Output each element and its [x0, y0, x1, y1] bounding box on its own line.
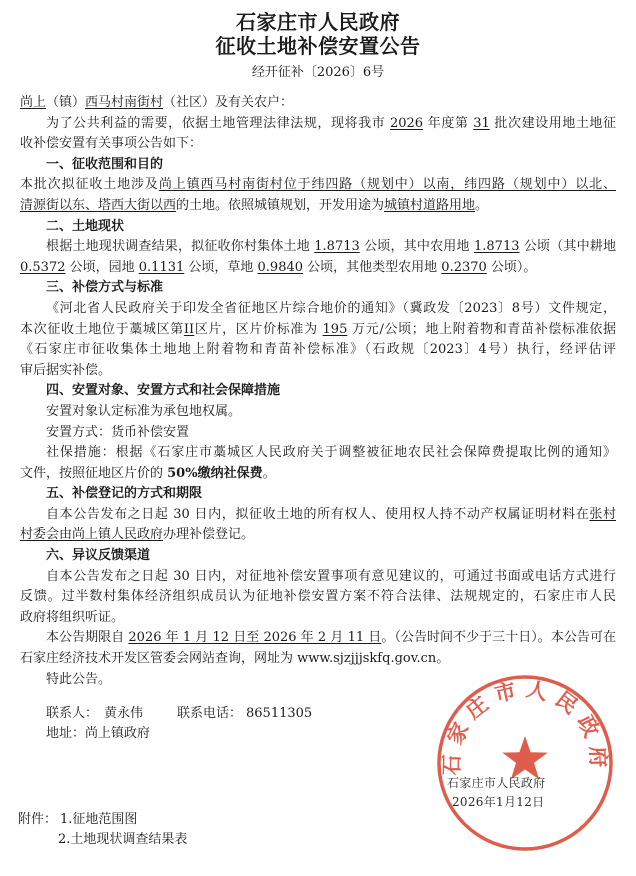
address-value: 尚上镇政府: [85, 726, 151, 741]
filled-blank-area: 0.1131: [138, 259, 185, 275]
seal-text: 石家庄市人民政府: [438, 675, 612, 776]
text-segment: 《河北省人民政府关于印发全省征地区片综合地价的通知》（冀政发〔2023〕8号）文件规定，: [46, 300, 616, 316]
notice-title: 征收土地补偿安置公告: [215, 34, 421, 58]
section-line: [20, 443, 616, 464]
text-segment: 公顷（其中耕地: [519, 239, 616, 255]
section-line: [20, 423, 616, 444]
text-segment: 。: [475, 197, 489, 213]
text-segment: 年度第: [423, 115, 474, 131]
website-url: www.sjzjjjskfq.gov.cn: [297, 651, 437, 667]
filled-blank-zone: II: [183, 321, 195, 337]
section-line: [20, 587, 616, 608]
section-line: [20, 505, 616, 526]
text-segment: 公顷，草地: [184, 259, 258, 275]
text-segment: 区片，区片价标准为: [194, 321, 323, 337]
filled-blank-period: 2026 年 1 月 12 日至 2026 年 2 月 11 日: [128, 630, 382, 646]
section-line: [20, 608, 616, 629]
text-segment: 的土地。依照城镇规划，开发用途为: [176, 197, 385, 213]
filled-blank-area: 1.8713: [474, 239, 520, 255]
section-heading-compensation: 三、补偿方式与标准: [46, 280, 164, 296]
contact-label: 联系人：: [46, 706, 99, 721]
filled-blank-area: 0.2370: [441, 259, 487, 275]
section-line: [20, 175, 616, 196]
attachment-item: 2.土地现状调查结果表: [58, 832, 188, 847]
filled-blank-area: 1.8713: [314, 239, 360, 255]
section-heading-scope: 一、征收范围和目的: [46, 156, 164, 172]
text-segment: 反馈。过半数村集体经济组织成员认为征地补偿安置方案不符合法律、法规规定的，石家庄市人民: [20, 589, 616, 605]
text-segment: 安置方式：货币补偿安置: [46, 424, 190, 440]
filled-blank-price: 195: [322, 321, 348, 337]
text-segment: 石家庄经济技术开发区管委会网站查询，网址为: [20, 651, 298, 667]
text-segment: 。: [262, 465, 276, 481]
section-line: [20, 299, 616, 320]
official-seal: [430, 668, 620, 858]
contact-row: [46, 704, 143, 724]
text-segment: 公顷）。: [486, 259, 537, 275]
filled-blank-scope: 清源街以东、塔西大街以西: [20, 197, 177, 213]
intro-line: [20, 114, 616, 135]
text-segment: 本公告期限自: [46, 630, 129, 646]
text-segment: 批次建设用地土地征: [489, 115, 616, 131]
text-segment: （社区）及有关农户：: [163, 95, 294, 110]
text-segment: 收补偿安置有关事项公告如下：: [20, 136, 203, 152]
signature-issuer: 石家庄市人民政府: [447, 776, 546, 790]
section-heading-resettlement: 四、安置对象、安置方式和社会保障措施: [46, 383, 281, 399]
section-line: [20, 320, 616, 341]
text-segment: 。（公告时间不少于三十日）。本公告可在: [381, 630, 616, 646]
section-heading-land-status: 二、土地现状: [46, 218, 125, 234]
text-segment: 。: [436, 651, 450, 667]
attachment-item: 1.征地范围图: [60, 812, 138, 827]
filled-blank-scope: 尚上镇西马村南街村位于纬四路（规划中）以南，纬四路（规划中）以北、: [158, 177, 616, 193]
filled-blank-registration-place: 村委会由尚上镇人民政府: [20, 527, 164, 543]
phone-label: 联系电话：: [177, 706, 243, 721]
section-heading-registration: 五、补偿登记的方式和期限: [46, 486, 203, 502]
text-segment: 文件，按照征地区片价的: [20, 465, 168, 481]
period-line: [20, 628, 616, 649]
text-segment: 为了公共利益的需要，依据土地管理法律法规，现将我市: [46, 115, 390, 131]
text-segment: 根据土地现状调查结果，拟征收你村集体土地: [46, 239, 315, 255]
signature-date: 2026年1月12日: [452, 795, 545, 809]
social-security-rate: 50%缴纳社保费: [167, 465, 263, 481]
contact-name: 黄永伟: [104, 706, 144, 721]
section-heading-objection: 六、异议反馈渠道: [46, 548, 151, 564]
filled-blank-area: 0.5372: [20, 259, 66, 275]
filled-blank-registration-place: 张村: [589, 506, 616, 522]
text-segment: 自本公告发布之日起 30 日内，对征地补偿安置事项有意见建议的，可通过书面或电话方式进行: [46, 568, 616, 584]
text-segment: 《石家庄市征收集体土地地上附着物和青苗补偿标准》（石政规〔2023〕4号）执行，经评估评: [20, 342, 616, 358]
section-line: [20, 525, 616, 546]
filled-blank-area: 0.9840: [257, 259, 304, 275]
attachments-label: 附件：: [18, 812, 58, 827]
section-line: [20, 567, 616, 588]
text-segment: 审后据实补偿。: [20, 362, 112, 378]
intro-line: [20, 134, 616, 155]
address-label: 地址：: [46, 726, 86, 741]
text-segment: 办理补偿登记。: [163, 527, 255, 543]
section-line: [20, 340, 616, 361]
section-line: [20, 258, 616, 279]
text-segment: 公顷，其中农用地: [359, 239, 474, 255]
period-line: [20, 649, 616, 670]
address-row: [46, 724, 150, 744]
filled-blank-land-use: 城镇村道路用地: [384, 197, 476, 213]
phone-number: 86511305: [246, 706, 313, 721]
filled-blank-village: 西马村南街村: [85, 95, 164, 110]
text-segment: 本次征收土地位于藁城区第: [20, 321, 184, 337]
notice-issuer-title: 石家庄市人民政府: [236, 10, 400, 34]
text-segment: 本批次拟征收土地涉及: [20, 177, 159, 193]
section-line: [20, 196, 616, 217]
section-line: [20, 361, 616, 382]
filled-blank-town: 尚上: [20, 95, 47, 110]
filled-blank-batch: 31: [473, 115, 490, 131]
seal-star-icon: [502, 736, 548, 779]
text-segment: 自本公告发布之日起 30 日内，拟征收土地的所有权人、使用权人持不动产权属证明材料在: [46, 506, 590, 522]
salutation: [20, 93, 616, 114]
notice-body: [20, 93, 616, 690]
document-number: 经开征补〔2026〕6号: [251, 65, 385, 80]
section-line: [20, 402, 616, 423]
text-segment: 公顷，园地: [65, 259, 139, 275]
section-line: [20, 237, 616, 258]
filled-blank-year: 2026: [389, 115, 424, 131]
text-segment: 安置对象认定标准为承包地权属。: [46, 403, 242, 419]
phone-row: [177, 704, 312, 724]
text-segment: （镇）: [46, 95, 86, 110]
text-segment: 社保措施：根据《石家庄市藁城区人民政府关于调整被征地农民社会保障费提取比例的通知》: [46, 445, 616, 461]
closing-statement: 特此公告。: [46, 671, 112, 687]
section-line: [20, 464, 616, 485]
text-segment: 政府将组织听证。: [20, 609, 125, 625]
text-segment: 公顷，其他类型农用地: [303, 259, 442, 275]
text-segment: 万元/公顷；地上附着物和青苗补偿标准依据: [347, 321, 616, 337]
